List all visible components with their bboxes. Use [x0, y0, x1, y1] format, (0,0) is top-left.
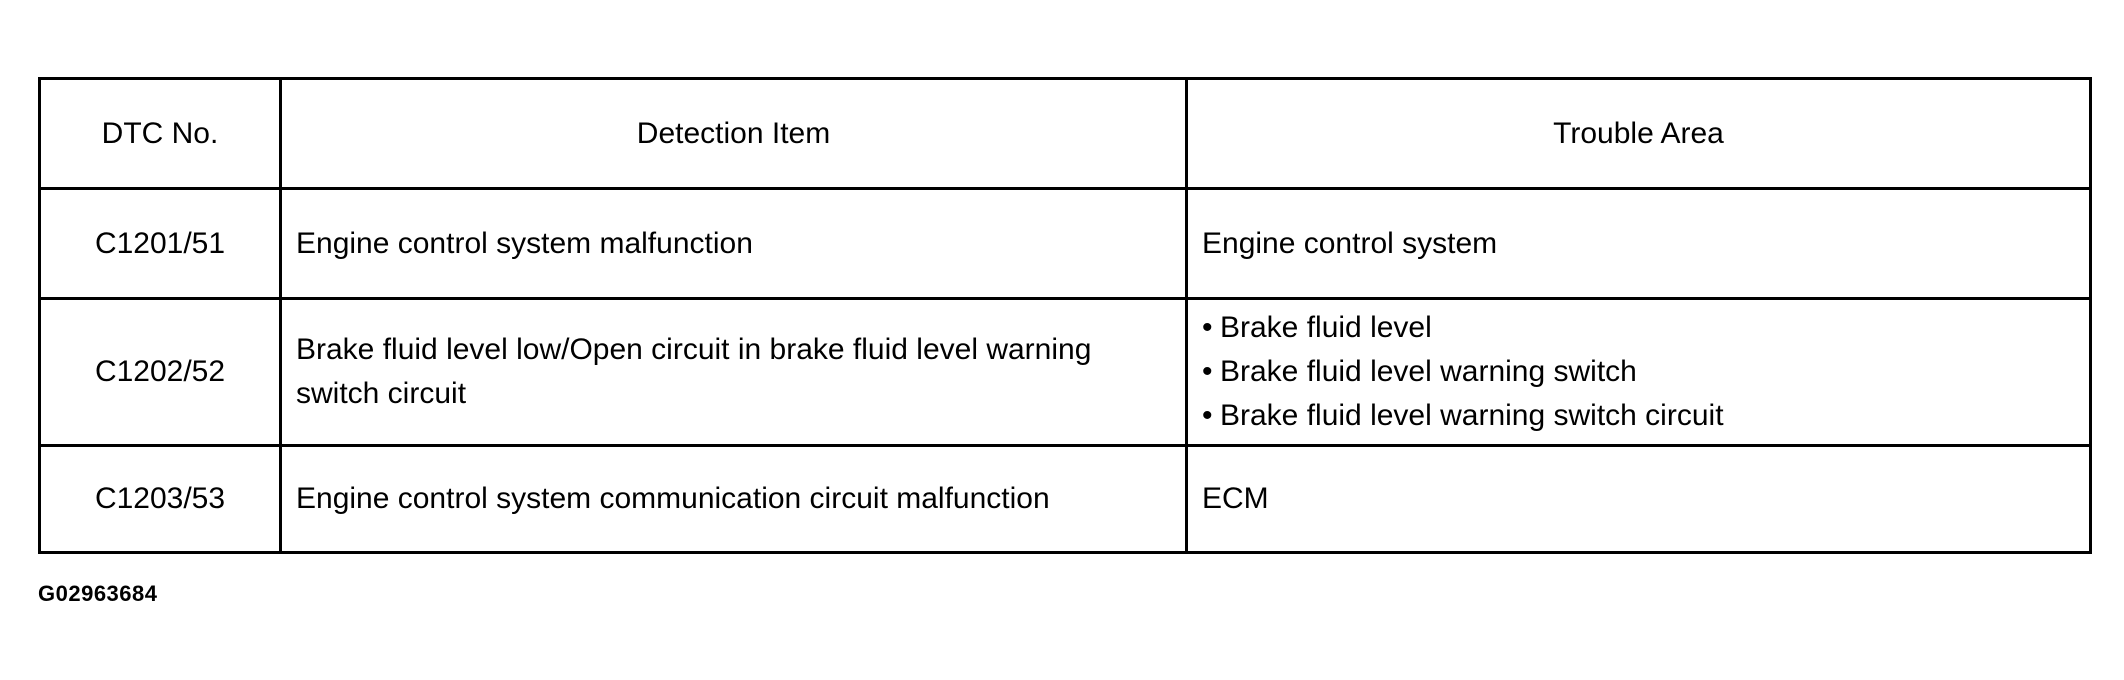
table-row: [40, 299, 2091, 446]
list-item-text: Brake fluid level warning switch: [1220, 355, 1637, 388]
dtc-code-cell: C1203/53: [40, 446, 281, 553]
list-item: [1202, 350, 2075, 394]
detection-item-cell: Engine control system malfunction: [281, 189, 1187, 299]
trouble-area-cell: Engine control system: [1187, 189, 2091, 299]
list-item-text: Brake fluid level warning switch circuit: [1220, 399, 1724, 432]
dtc-code-cell: C1202/52: [40, 299, 281, 446]
bullet-icon: •: [1202, 311, 1213, 344]
header-trouble-area: Trouble Area: [1187, 79, 2091, 189]
list-item-text: Brake fluid level: [1220, 311, 1432, 344]
detection-item-cell: Engine control system communication circuit malfunction: [281, 446, 1187, 553]
table-row: [40, 189, 2091, 299]
figure-id: G02963684: [38, 581, 158, 606]
list-item: [1202, 306, 2075, 350]
list-item: [1202, 394, 2075, 438]
trouble-area-cell: [1187, 299, 2091, 446]
dtc-table: [38, 77, 2092, 554]
header-detection-item: Detection Item: [281, 79, 1187, 189]
trouble-area-list: [1202, 306, 2075, 438]
bullet-icon: •: [1202, 399, 1213, 432]
table-header-row: [40, 79, 2091, 189]
header-dtc-no: DTC No.: [40, 79, 281, 189]
table-row: [40, 446, 2091, 553]
dtc-code-cell: C1201/51: [40, 189, 281, 299]
bullet-icon: •: [1202, 355, 1213, 388]
trouble-area-cell: ECM: [1187, 446, 2091, 553]
detection-item-cell: Brake fluid level low/Open circuit in brake fluid level warning switch circuit: [281, 299, 1187, 446]
